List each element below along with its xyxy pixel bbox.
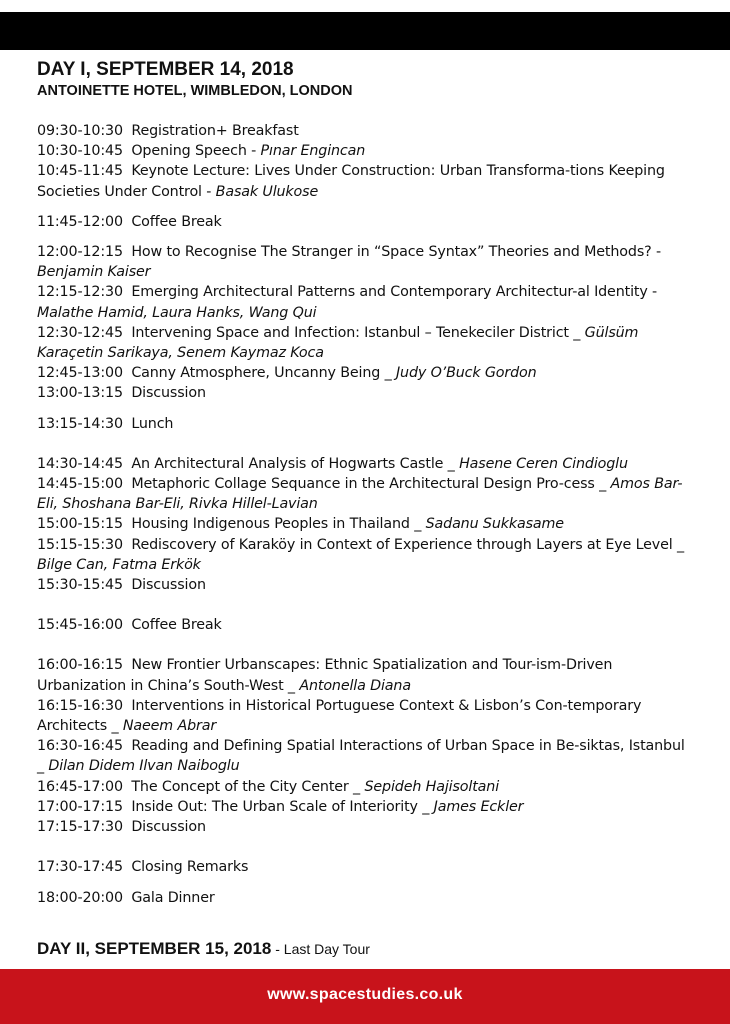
- session-title: Keynote Lecture: Lives Under Construction: Urban Transforma-tions Keeping Societies Under Control -: [37, 163, 665, 200]
- schedule-item: [37, 797, 692, 817]
- session-time: 15:45-16:00: [37, 617, 123, 634]
- session-title: Reading and Defining Spatial Interactions of Urban Space in Be-siktas, Istanbul _: [37, 738, 685, 775]
- session-title: Lunch: [131, 415, 174, 432]
- footer-bar: [0, 969, 730, 1024]
- schedule-item: [37, 282, 692, 322]
- session-time: 15:00-15:15: [37, 516, 123, 533]
- day2-title: DAY II, SEPTEMBER 15, 2018: [37, 939, 272, 958]
- schedule-item: [37, 161, 692, 201]
- session-title: Discussion: [131, 577, 206, 594]
- session-time: 14:30-14:45: [37, 455, 123, 472]
- schedule-block-dinner: [37, 888, 692, 908]
- schedule-item: [37, 575, 692, 595]
- schedule-item: [37, 514, 692, 534]
- session-time: 17:15-17:30: [37, 819, 123, 836]
- session-time: 16:15-16:30: [37, 697, 123, 714]
- day2-heading: [37, 938, 370, 960]
- schedule-item: [37, 414, 692, 434]
- session-authors: Pınar Engincan: [260, 143, 366, 160]
- session-title: Interventions in Historical Portuguese Context & Lisbon’s Con-temporary Architects _: [37, 697, 642, 735]
- session-title: Emerging Architectural Patterns and Contemporary Architectur-al Identity -: [131, 284, 658, 301]
- schedule-item: [37, 857, 692, 877]
- schedule-item: [37, 535, 692, 575]
- schedule-item: [37, 242, 692, 282]
- session-authors: Malathe Hamid, Laura Hanks, Wang Qui: [37, 304, 317, 321]
- schedule-block-lunch: [37, 414, 692, 434]
- session-title: Intervening Space and Infection: Istanbul – Tenekeciler District _: [131, 324, 585, 341]
- session-title: Coffee Break: [131, 617, 222, 634]
- session-title: The Concept of the City Center _: [131, 778, 365, 795]
- session-title: Coffee Break: [131, 213, 222, 230]
- session-title: Inside Out: The Urban Scale of Interiority _: [131, 798, 434, 815]
- schedule-item: [37, 696, 692, 736]
- session-time: 10:45-11:45: [37, 163, 123, 180]
- session-authors: Hasene Ceren Cindioglu: [459, 455, 628, 472]
- day1-venue: ANTOINETTE HOTEL, WIMBLEDON, LONDON: [37, 83, 353, 99]
- schedule-item: [37, 383, 692, 403]
- schedule-item: [37, 474, 692, 514]
- schedule-block-session2: [37, 454, 692, 595]
- session-title: Canny Atmosphere, Uncanny Being _: [131, 365, 396, 382]
- session-authors: Naeem Abrar: [122, 718, 217, 735]
- session-time: 15:30-15:45: [37, 577, 123, 594]
- session-title: Opening Speech -: [131, 143, 261, 160]
- session-title: Metaphoric Collage Sequance in the Architectural Design Pro-cess _: [131, 476, 611, 493]
- session-time: 16:45-17:00: [37, 778, 123, 795]
- schedule-item: [37, 615, 692, 635]
- schedule-item: [37, 363, 692, 383]
- session-time: 12:45-13:00: [37, 365, 123, 382]
- session-title: How to Recognise The Stranger in “Space Syntax” Theories and Methods? -: [131, 244, 661, 261]
- session-time: 16:30-16:45: [37, 738, 123, 755]
- session-time: 15:15-15:30: [37, 536, 123, 553]
- session-title: Rediscovery of Karaköy in Context of Experience through Layers at Eye Level _: [131, 536, 684, 553]
- schedule-block-session3: [37, 655, 692, 837]
- schedule-item: [37, 212, 692, 232]
- session-authors: Amos Bar-Eli, Shoshana Bar-Eli, Rivka Hillel-Lavian: [37, 476, 683, 513]
- session-authors: Basak Ulukose: [215, 183, 319, 200]
- session-time: 13:15-14:30: [37, 415, 123, 432]
- session-authors: Sadanu Sukkasame: [425, 516, 564, 533]
- schedule-item: [37, 655, 692, 695]
- session-time: 14:45-15:00: [37, 476, 123, 493]
- session-title: Registration+ Breakfast: [131, 123, 299, 139]
- schedule-item: [37, 888, 692, 908]
- schedule-block-closing: [37, 857, 692, 877]
- session-time: 11:45-12:00: [37, 213, 123, 230]
- day2-subtitle: - Last Day Tour: [271, 941, 370, 957]
- session-title: Discussion: [131, 385, 206, 402]
- schedule-block-morning: [37, 121, 692, 202]
- schedule-block-break2: [37, 615, 692, 635]
- schedule-item: [37, 454, 692, 474]
- session-time: 09:30-10:30: [37, 123, 123, 139]
- session-authors: James Eckler: [433, 798, 524, 815]
- session-time: 18:00-20:00: [37, 889, 123, 906]
- session-authors: Dilan Didem Ilvan Naiboglu: [48, 758, 240, 775]
- schedule-item: [37, 777, 692, 797]
- session-time: 12:00-12:15: [37, 244, 123, 261]
- schedule-item: [37, 736, 692, 776]
- session-title: An Architectural Analysis of Hogwarts Castle _: [131, 455, 460, 472]
- session-time: 12:15-12:30: [37, 284, 123, 301]
- session-authors: Judy O’Buck Gordon: [395, 365, 537, 382]
- day1-title: DAY I, SEPTEMBER 14, 2018: [37, 59, 294, 80]
- session-authors: Gülsüm Karaçetin Sarikaya, Senem Kaymaz Koca: [37, 324, 639, 362]
- schedule-item: [37, 323, 692, 363]
- session-time: 17:00-17:15: [37, 798, 123, 815]
- session-title: Gala Dinner: [131, 889, 215, 906]
- session-authors: Sepideh Hajisoltani: [364, 778, 500, 795]
- session-title: Housing Indigenous Peoples in Thailand _: [131, 516, 426, 533]
- website-link[interactable]: www.spacestudies.co.uk: [267, 986, 463, 1003]
- session-time: 16:00-16:15: [37, 657, 123, 674]
- day1-program: [37, 58, 692, 918]
- session-time: 17:30-17:45: [37, 859, 123, 876]
- schedule-block-break1: [37, 212, 692, 232]
- top-header-bar: [0, 12, 730, 50]
- session-title: Closing Remarks: [131, 859, 249, 876]
- session-authors: Benjamin Kaiser: [37, 264, 151, 281]
- schedule-item: [37, 817, 692, 837]
- schedule-item: [37, 141, 692, 161]
- session-authors: Antonella Diana: [299, 677, 411, 694]
- session-title: New Frontier Urbanscapes: Ethnic Spatialization and Tour-ism-Driven Urbanization in China’s South-West _: [37, 657, 613, 694]
- schedule-block-session1: [37, 242, 692, 404]
- session-time: 13:00-13:15: [37, 385, 123, 402]
- session-time: 10:30-10:45: [37, 143, 123, 160]
- schedule-item: [37, 121, 692, 141]
- session-time: 12:30-12:45: [37, 324, 123, 341]
- session-title: Discussion: [131, 819, 206, 836]
- session-authors: Bilge Can, Fatma Erkök: [37, 556, 201, 573]
